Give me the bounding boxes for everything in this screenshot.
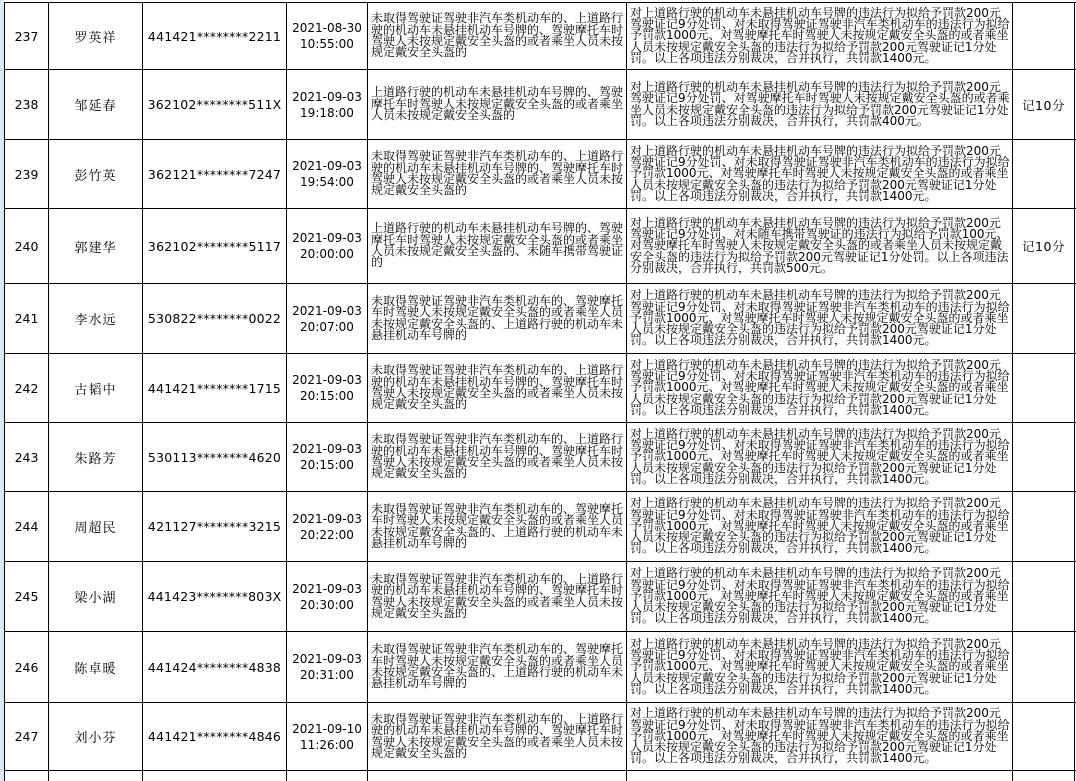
violation-time: 20:15:00 [300, 389, 354, 403]
cell-penalty-decision[interactable] [627, 284, 1013, 353]
cell-person-name[interactable]: 彭竹英 [49, 140, 143, 208]
table-row-partial [5, 771, 1076, 781]
cell-person-name[interactable] [49, 771, 143, 781]
violation-time: 20:31:00 [300, 668, 354, 682]
violation-date: 2021-09-03 [292, 581, 362, 596]
table-row [5, 209, 1076, 284]
cell-seq-number[interactable]: 240 [5, 209, 49, 283]
cell-violation-description[interactable] [368, 284, 627, 353]
penalty-text: 对上道路行驶的机动车未悬挂机动车号牌的违法行为拟给予罚款200元驾驶证记9分处罚、对未取得驾驶证驾驶非汽车类机动车的违法行为拟给予罚款1000元、对驾驶摩托车时驾驶人未按规定戴安全头盔的或者乘坐人员未按规定戴安全头盔的违法行为拟给予罚款200元驾驶证记1分处罚。以上各项违法分别裁决，合并执行，共罚款1400元。 [630, 636, 1010, 696]
cell-id-number[interactable]: 441421********4846 [143, 703, 287, 770]
table-row [5, 703, 1076, 771]
cell-violation-description[interactable] [368, 70, 627, 139]
cell-violation-description[interactable] [368, 562, 627, 631]
table-row [5, 70, 1076, 140]
cell-penalty-decision[interactable] [627, 423, 1013, 491]
cell-penalty-decision[interactable] [627, 771, 1013, 781]
violation-time: 20:07:00 [300, 319, 354, 334]
violation-time: 20:00:00 [300, 247, 354, 261]
cell-demerit-points[interactable] [1013, 423, 1075, 491]
cell-demerit-points[interactable] [1013, 3, 1075, 69]
table-row [5, 354, 1076, 423]
penalty-text: 对上道路行驶的机动车未悬挂机动车号牌的违法行为拟给予罚款200元驾驶证记9分处罚、对未取得驾驶证驾驶非汽车类机动车的违法行为拟给予罚款1000元、对驾驶摩托车时驾驶人未按规定戴安全头盔的或者乘坐人员未按规定戴安全头盔的违法行为拟给予罚款200元驾驶证记1分处罚。以上各项违法分别裁决，合并执行，共罚款1400元。 [630, 143, 1010, 203]
cell-seq-number[interactable]: 239 [5, 140, 49, 208]
cell-person-name[interactable]: 郭建华 [49, 209, 143, 283]
cell-person-name[interactable]: 古韬中 [49, 354, 143, 422]
violation-time: 19:54:00 [300, 175, 354, 189]
cell-violation-description[interactable] [368, 703, 627, 770]
violation-date: 2021-09-03 [292, 231, 362, 245]
violation-time: 20:15:00 [300, 458, 354, 472]
cell-person-name[interactable]: 刘小芬 [49, 703, 143, 770]
table-row [5, 284, 1076, 354]
cell-penalty-decision[interactable] [627, 70, 1013, 139]
violation-text: 未取得驾驶证驾驶非汽车类机动车的、上道路行驶的机动车未悬挂机动车号牌的、驾驶摩托车时驾驶人未按规定戴安全头盔的或者乘坐人员未按规定戴安全头盔的 [371, 149, 624, 198]
cell-datetime[interactable] [287, 703, 368, 770]
cell-id-number[interactable]: 362121********7247 [143, 140, 287, 208]
cell-datetime[interactable] [287, 140, 368, 208]
cell-seq-number[interactable]: 242 [5, 354, 49, 422]
cell-penalty-decision[interactable] [627, 562, 1013, 631]
cell-demerit-points[interactable]: 记10分 [1013, 209, 1075, 283]
violation-date: 2021-09-03 [292, 159, 362, 173]
cell-person-name[interactable]: 陈卓暖 [49, 632, 143, 702]
cell-id-number[interactable]: 362102********5117 [143, 209, 287, 283]
cell-penalty-decision[interactable] [627, 354, 1013, 422]
cell-penalty-decision[interactable] [627, 209, 1013, 283]
violation-text: 未取得驾驶证驾驶非汽车类机动车的、驾驶摩托车时驾驶人未按规定戴安全头盔的或者乘坐人员未按规定戴安全头盔的、上道路行驶的机动车未悬挂机动车号牌的 [371, 293, 624, 342]
cell-violation-description[interactable] [368, 354, 627, 422]
violation-text: 上道路行驶的机动车未悬挂机动车号牌的、驾驶摩托车时驾驶人未按规定戴安全头盔的或者乘坐人员未按规定戴安全头盔的、未随车携带驾驶证的 [371, 221, 624, 270]
cell-penalty-decision[interactable] [627, 3, 1013, 69]
cell-datetime[interactable] [287, 70, 368, 139]
cell-violation-description[interactable] [368, 209, 627, 283]
cell-demerit-points[interactable] [1013, 632, 1075, 702]
cell-id-number[interactable] [143, 771, 287, 781]
cell-id-number[interactable]: 441424********4838 [143, 632, 287, 702]
cell-penalty-decision[interactable] [627, 492, 1013, 561]
violation-text: 上道路行驶的机动车未悬挂机动车号牌的、驾驶摩托车时驾驶人未按规定戴安全头盔的或者乘坐人员未按规定戴安全头盔的 [371, 85, 624, 123]
cell-id-number[interactable]: 362102********511X [143, 70, 287, 139]
cell-person-name[interactable]: 朱路芳 [49, 423, 143, 491]
cell-datetime[interactable] [287, 771, 368, 781]
penalty-text: 对上道路行驶的机动车未悬挂机动车号牌的违法行为拟给予罚款200元驾驶证记9分处罚、对未取得驾驶证驾驶非汽车类机动车的违法行为拟给予罚款1000元、对驾驶摩托车时驾驶人未按规定戴安全头盔的或者乘坐人员未按规定戴安全头盔的违法行为拟给予罚款200元驾驶证记1分处罚。以上各项违法分别裁决，合并执行，共罚款1400元。 [630, 5, 1010, 65]
violation-time: 10:55:00 [300, 37, 354, 51]
cell-violation-description[interactable] [368, 632, 627, 702]
violation-text: 未取得驾驶证驾驶非汽车类机动车的、上道路行驶的机动车未悬挂机动车号牌的、驾驶摩托车时驾驶人未按规定戴安全头盔的或者乘坐人员未按规定戴安全头盔的 [371, 711, 624, 760]
cell-violation-description[interactable] [368, 771, 627, 781]
cell-person-name[interactable]: 罗英祥 [49, 3, 143, 69]
cell-seq-number[interactable]: 245 [5, 562, 49, 631]
violation-text: 未取得驾驶证驾驶非汽车类机动车的、驾驶摩托车时驾驶人未按规定戴安全头盔的或者乘坐人员未按规定戴安全头盔的、上道路行驶的机动车未悬挂机动车号牌的 [371, 501, 624, 550]
violation-date: 2021-09-03 [292, 303, 362, 318]
cell-datetime[interactable] [287, 209, 368, 283]
violation-time: 20:30:00 [300, 597, 354, 612]
violation-date: 2021-09-03 [292, 373, 362, 387]
table-row [5, 423, 1076, 492]
violation-date: 2021-09-03 [292, 442, 362, 456]
cell-seq-number[interactable]: 237 [5, 3, 49, 69]
penalty-text: 对上道路行驶的机动车未悬挂机动车号牌的违法行为拟给予罚款200元驾驶证记9分处罚、对未取得驾驶证驾驶非汽车类机动车的违法行为拟给予罚款1000元、对驾驶摩托车时驾驶人未按规定戴安全头盔的或者乘坐人员未按规定戴安全头盔的违法行为拟给予罚款200元驾驶证记1分处罚。以上各项违法分别裁决，合并执行，共罚款1400元。 [630, 357, 1010, 417]
cell-datetime[interactable] [287, 562, 368, 631]
violation-text: 未取得驾驶证驾驶非汽车类机动车的、上道路行驶的机动车未悬挂机动车号牌的、驾驶摩托车时驾驶人未按规定戴安全头盔的或者乘坐人员未按规定戴安全头盔的 [371, 363, 624, 412]
penalty-text: 对上道路行驶的机动车未悬挂机动车号牌的违法行为拟给予罚款200元驾驶证记9分处罚、对未随车携带驾驶证的违法行为拟给予罚款100元、对驾驶摩托车时驾驶人未按规定戴安全头盔的或者乘坐人员未按规定戴安全头盔的违法行为拟给予罚款200元驾驶证记1分处罚。以上各项违法分别裁决，合并执行，共罚款500元。 [630, 215, 1009, 275]
table-row [5, 3, 1076, 70]
cell-id-number[interactable]: 441421********1715 [143, 354, 287, 422]
cell-id-number[interactable]: 421127********3215 [143, 492, 287, 561]
penalty-text: 对上道路行驶的机动车未悬挂机动车号牌的违法行为拟给予罚款200元驾驶证记9分处罚、对未取得驾驶证驾驶非汽车类机动车的违法行为拟给予罚款1000元、对驾驶摩托车时驾驶人未按规定戴安全头盔的或者乘坐人员未按规定戴安全头盔的违法行为拟给予罚款200元驾驶证记1分处罚。以上各项违法分别裁决，合并执行，共罚款1400元。 [630, 426, 1010, 486]
cell-person-name[interactable]: 邹延春 [49, 70, 143, 139]
violation-date: 2021-09-03 [292, 652, 362, 666]
cell-datetime[interactable] [287, 632, 368, 702]
penalty-text: 对上道路行驶的机动车未悬挂机动车号牌的违法行为拟给予罚款200元驾驶证记9分处罚、对未取得驾驶证驾驶非汽车类机动车的违法行为拟给予罚款1000元、对驾驶摩托车时驾驶人未按规定戴安全头盔的或者乘坐人员未按规定戴安全头盔的违法行为拟给予罚款200元驾驶证记1分处罚。以上各项违法分别裁决，合并执行，共罚款1400元。 [630, 706, 1010, 766]
violation-time: 19:18:00 [300, 105, 354, 120]
table-row [5, 632, 1076, 703]
cell-demerit-points[interactable] [1013, 492, 1075, 561]
violation-text: 未取得驾驶证驾驶非汽车类机动车的、上道路行驶的机动车未悬挂机动车号牌的、驾驶摩托车时驾驶人未按规定戴安全头盔的或者乘坐人员未按规定戴安全头盔的 [371, 571, 624, 620]
cell-seq-number[interactable]: 244 [5, 492, 49, 561]
cell-seq-number[interactable] [5, 771, 49, 781]
cell-datetime[interactable] [287, 354, 368, 422]
violation-date: 2021-09-10 [292, 721, 362, 736]
cell-demerit-points[interactable]: 记10分 [1013, 70, 1075, 139]
penalty-text: 对上道路行驶的机动车未悬挂机动车号牌的违法行为拟给予罚款200元驾驶证记9分处罚、对未取得驾驶证驾驶非汽车类机动车的违法行为拟给予罚款1000元、对驾驶摩托车时驾驶人未按规定戴安全头盔的或者乘坐人员未按规定戴安全头盔的违法行为拟给予罚款200元驾驶证记1分处罚。以上各项违法分别裁决，合并执行，共罚款1400元。 [630, 496, 1010, 556]
table-row [5, 492, 1076, 562]
cell-demerit-points[interactable] [1013, 562, 1075, 631]
cell-penalty-decision[interactable] [627, 632, 1013, 702]
table-row [5, 562, 1076, 632]
cell-seq-number[interactable]: 247 [5, 703, 49, 770]
cell-id-number[interactable]: 530822********0022 [143, 284, 287, 353]
cell-id-number[interactable]: 441421********2211 [143, 3, 287, 69]
cell-demerit-points[interactable] [1013, 140, 1075, 208]
cell-demerit-points[interactable] [1013, 771, 1075, 781]
penalty-text: 对上道路行驶的机动车未悬挂机动车号牌的违法行为拟给予罚款200元驾驶证记9分处罚、对驾驶摩托车时驾驶人未按规定戴安全头盔的或者乘坐人员未按规定戴安全头盔的违法行为拟给予罚款200元驾驶证记1分处罚。以上各项违法分别裁决，合并执行，共罚款400元。 [630, 80, 1010, 128]
cell-datetime[interactable] [287, 423, 368, 491]
cell-violation-description[interactable] [368, 423, 627, 491]
cell-violation-description[interactable] [368, 140, 627, 208]
cell-person-name[interactable]: 李水远 [49, 284, 143, 353]
penalty-text: 对上道路行驶的机动车未悬挂机动车号牌的违法行为拟给予罚款200元驾驶证记9分处罚、对未取得驾驶证驾驶非汽车类机动车的违法行为拟给予罚款1000元、对驾驶摩托车时驾驶人未按规定戴安全头盔的或者乘坐人员未按规定戴安全头盔的违法行为拟给予罚款200元驾驶证记1分处罚。以上各项违法分别裁决，合并执行，共罚款1400元。 [630, 288, 1010, 348]
cell-seq-number[interactable]: 243 [5, 423, 49, 491]
violation-text: 未取得驾驶证驾驶非汽车类机动车的、上道路行驶的机动车未悬挂机动车号牌的、驾驶摩托车时驾驶人未按规定戴安全头盔的或者乘坐人员未按规定戴安全头盔的 [371, 432, 624, 481]
cell-person-name[interactable]: 梁小湖 [49, 562, 143, 631]
violation-date: 2021-09-03 [292, 511, 362, 526]
violation-date: 2021-08-30 [292, 21, 362, 35]
cell-datetime[interactable] [287, 3, 368, 69]
cell-datetime[interactable] [287, 284, 368, 353]
violation-time: 11:26:00 [300, 737, 354, 752]
table-row [5, 140, 1076, 209]
cell-id-number[interactable]: 441423********803X [143, 562, 287, 631]
violation-text: 未取得驾驶证驾驶非汽车类机动车的、上道路行驶的机动车未悬挂机动车号牌的、驾驶摩托车时驾驶人未按规定戴安全头盔的或者乘坐人员未按规定戴安全头盔的 [371, 11, 624, 60]
cell-penalty-decision[interactable] [627, 140, 1013, 208]
cell-seq-number[interactable]: 246 [5, 632, 49, 702]
cell-id-number[interactable]: 530113********4620 [143, 423, 287, 491]
violations-table [4, 2, 1076, 781]
violation-time: 20:22:00 [300, 527, 354, 542]
cell-datetime[interactable] [287, 492, 368, 561]
violation-text: 未取得驾驶证驾驶非汽车类机动车的、驾驶摩托车时驾驶人未按规定戴安全头盔的或者乘坐人员未按规定戴安全头盔的、上道路行驶的机动车未悬挂机动车号牌的 [371, 642, 624, 691]
cell-person-name[interactable]: 周超民 [49, 492, 143, 561]
cell-violation-description[interactable] [368, 492, 627, 561]
cell-demerit-points[interactable] [1013, 703, 1075, 770]
cell-demerit-points[interactable] [1013, 284, 1075, 353]
cell-seq-number[interactable]: 238 [5, 70, 49, 139]
cell-demerit-points[interactable] [1013, 354, 1075, 422]
violation-date: 2021-09-03 [292, 89, 362, 104]
cell-seq-number[interactable]: 241 [5, 284, 49, 353]
penalty-text: 对上道路行驶的机动车未悬挂机动车号牌的违法行为拟给予罚款200元驾驶证记9分处罚、对未取得驾驶证驾驶非汽车类机动车的违法行为拟给予罚款1000元、对驾驶摩托车时驾驶人未按规定戴安全头盔的或者乘坐人员未按规定戴安全头盔的违法行为拟给予罚款200元驾驶证记1分处罚。以上各项违法分别裁决，合并执行，共罚款1400元。 [630, 566, 1010, 626]
cell-penalty-decision[interactable] [627, 703, 1013, 770]
cell-violation-description[interactable] [368, 3, 627, 69]
